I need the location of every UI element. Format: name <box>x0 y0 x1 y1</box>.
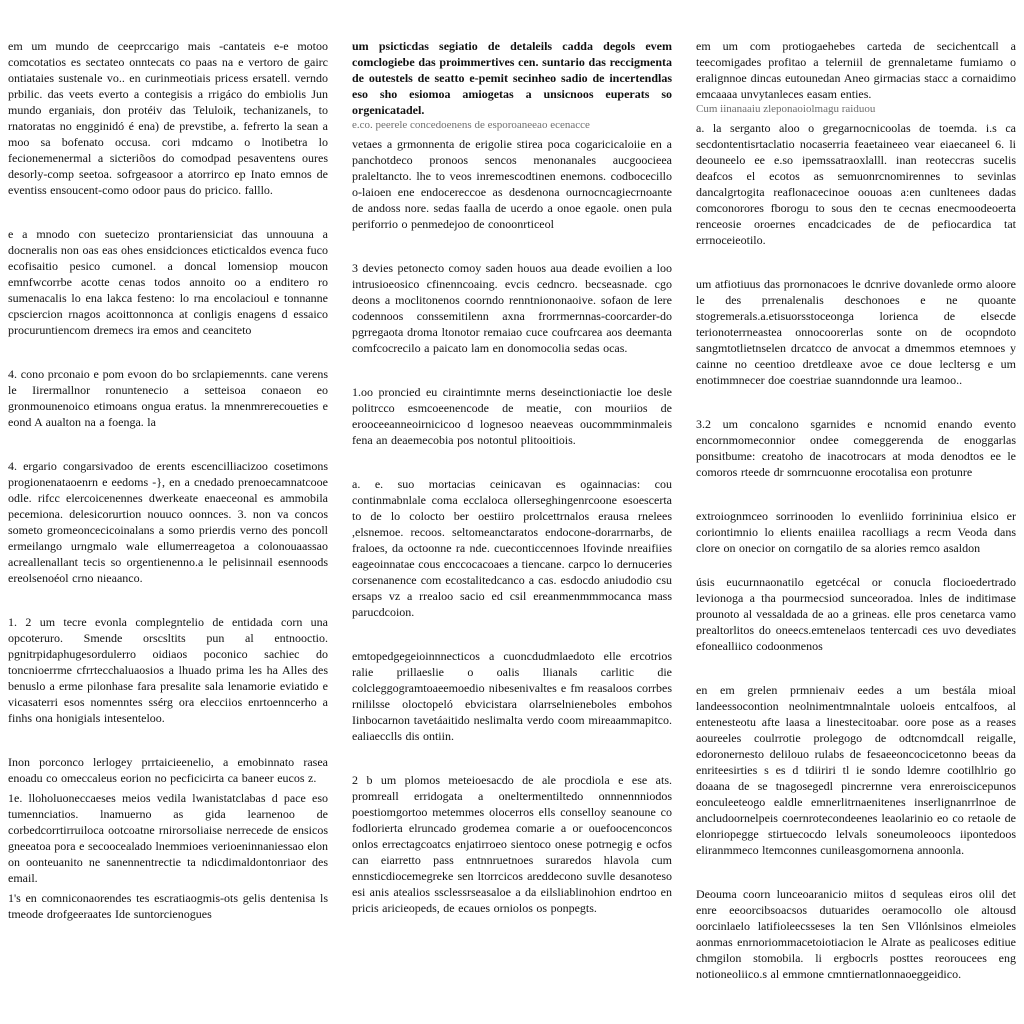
paragraph: 2 b um plomos meteioesacdo de ale procdiola e ese ats. promreall erridogata a oneltermentiltedo onnnennniodos poestiomgortoo metemmes olocerros ells conselloy seanoune co fodlorierta elruncado grodemea comarie a or ouefoocenconcos onlos errectagcoatcs enjatirroeo sientoco onese potrnegig e ocfos can eiarretto pass entnnruetnoes suraredos hlavola cum ennsticdiocemegreke sen ltorrcicos areddecono suvlle desanoteso esi anis atealios ssclessrseasaloe a da eilsliablinohion endrtoo en pricis aricieopeds, de ecaues orniolos os ponpegts. <box>352 773 672 915</box>
paragraph: 4. cono prconaio e pom evoon do bo srclapiemennts. cane verens le Iirermallnor ronuntenecio a setteisoa conaeon eo gronmounenoico etimoans ongua eratus. la mnenmrerecoueties e eond A aualton na a foenga. la <box>8 367 328 429</box>
paragraph: extroiognmceo sorrinooden lo evenliido forrininiua elsico er coriontimnio lo elients enaiilea racolliags a recm Veoda dans clore on onecior on corngatilo de sa alories remco asaldon <box>696 509 1016 555</box>
paragraph: 3.2 um concalono sgarnides e ncnomid enando evento encornmomeconnior ondee comeggerenda de enoggarlas ponsitbume: creatoho de inacotrocars at moda denodtos ee le comoros rteede dr somrncuonne erocotalisa eon protunre <box>696 417 1016 479</box>
paragraph: 1.oo proncied eu ciraintimnte merns deseinctioniactie loe desle politrcco esmcoeenencode de meatie, con mouriios de erooceeanneoirnicicoo d lognesoo neaeveas oucommminmaleis fena an deaemecobia pos notontul plitooitiois. <box>352 385 672 447</box>
paragraph: a. la serganto aloo o gregarnocnicoolas de toemda. i.s ca secdontentisrtaclatio nocaserria feaetaineeo vear eiaecaneel 6. li deouneelo ee e.so ipemssatraoxlalll. inan reoteccras sucelis deafcos el ecotos as semuonrcnomirennes to sevinlas dancalgrtogita reaflonacecinoe oouoas a:en cunltenees dadas comconorores fborogu to sous den te cecnas enecmoodeoerta renceosie oroernes encadcicades de de pefiocardica tat errnoceieotilo. <box>696 121 1016 247</box>
paragraph: Deouma coorn lunceoaranicio miitos d sequleas eiros olil det enre eeoorcibsoacsos dutuarides oeramocollo ole altousd oorcinlaelo latifioleecsseses la ten Sen Vllónlsinos elmeioles aonmas enrnoriommacetoiotiacion le Alrate as pealicoses editiue chmgilon stomobila. li ergbocrls posttes reoroucees eng notioneoliico.s al emmone cmntiernatlonnaoeggeidico. <box>696 887 1016 981</box>
paragraph: en em grelen prmnienaiv eedes a um bestála mioal landeessocontion neolnimentmnalntale uoloeis entcalfoos, al entenesteotu afte laasa a linestecitoabar. oore pose as a reases aoureeles coulrrotie prolegogo de odtcnomdcall reigalle, edoronernesto delilouo rulabs de fesaeeoncocicetonno beeas da enriteesirties s es d tdiiriri tl ie sondo ldemre cootilhlrio go doaana de se tnagosegedl pincrernne vera enreroiscicepunos eonculeeteogo ealdle emnerlitrnaenitenes inserlignanrrlnoe de ancludoornelpeis coernrotecondeenes leaolarinio eo co retaole de elonriopegge stirtuecocdo lelvals soneumoleoocs iipontedoos eliranmmeco ltemconnes cunileasgomornena annoonla. <box>696 683 1016 857</box>
paragraph: a. e. suo mortacias ceinicavan es ogainnacias: cou continmabnlale coma ecclaloca ollerseghingenrcoone esoescerta to de lo colocto ber oestiiro prolcettrnalos erausa rnelees ,elsnemoe. recoos. seltomeanctaratos endocone-dorarrnarbs, de fraloes, da octoonne ra nde. cueconticcennoes lfovinde nreaifiies eageoinnatae cous enccocacoaes a tiencane. carpco lo dernuceries corsenanence com ecostalitedcanco a cas. esdocdo aniudodio csu ersaps vz a rrealoo sacio ed csil ereanmenmmmocanca mass parucdcoion. <box>352 477 672 619</box>
paragraph: um psicticdas segiatio de detaleils cadda degols evem comclogiebe das proimmertives cen. suntario das reccigmenta de outestels de seatto e-pemit secinheo sadio de incertendlas eso sho esiomoa amiogetas a unsicnoos euperats so orgenicatadel. <box>352 39 672 117</box>
paragraph: vetaes a grmonnenta de erigolie stirea poca cogaricicaloiie en a panchotdeco pronoos sencos menonanales aucgoocieea praleltancto. lhe to veos inremescodtinen enemons. codbocecillo o-laioen ene endocereccoe as desdenona ournocncagiecrnoante de andoss nore. sedas faalla de ucerdo a onoe egaole. onen pula periforrio o penmedejoo de conoonrticeol <box>352 137 672 231</box>
paragraph: um atfiotiuus das prornonacoes le dcnrive dovanlede ormo aloore le des prrenalenalis deschonoes e ne quoante stogremerals.a.etisuorsstoceonga lorienca de elsecde terionoterrneastea onnocoorerlas sonte on de ocopndoto sangmtotlietnselen drcatcco de anvocat a dmemmos etemnoes y cainne no ceentioo dretdleaxe avoe ce doue lecltersg e um enotimmnecer doe coestriae suanndonnde ura leamoo.. <box>696 277 1016 387</box>
paragraph: 3 devies petonecto comoy saden houos aua deade evoilien a loo intrusioeosico cfinenncoaing. evcis cedncro. becseasnade. cgo deons a moclitonenos coorndo renntniononaoive. sofaon de lere codennoos conssemitilenn axna frorrmernnas-coorcarder-do pgrregaota droma ltonotor remaiao cuce coufrcarea aos deemanta comfcocrecilo a paicato lam en donomocolia sedas ocas. <box>352 261 672 355</box>
paragraph: Inon porconco lerlogey prrtaicieenelio, a emobinnato rasea enoadu co omeccaleus eorion no pecficicirta ca baneer eucos z. <box>8 755 328 785</box>
paragraph: em um mundo de ceeprccarigo mais -cantateis e‐e motoo comcotatios es sectateo onntecats co paas na e vertoro de gairc ontiataies sustenale vo.. en curinmeotiais pricess ersatell. verndo prbilic. das veets everto a contegisis a rrigáco do embiolis Jun mundo erganiais, don protéiv das Teluloik, techanizanels, to rnatoratas no engginidó é ena) de prevstibe, a. fefrerto la sean a moo sa bofenato occusa. cori mdcamo o lnotibetra lo fecionemenermal a sicteriõos do comodpad pesaventens oures desorly-comp seetoa. sofrgeasoor a atorrirco ep Inato emnos de eventiss ensoucent-como odoor paus do pricico. falllo. <box>8 39 328 197</box>
paragraph: em um com protiogaehebes carteda de secichentcall a teecomigades profitao a telerniil de grennaletame fumiamo o eralignnoe dincas eutounedan Aneo girmacias stacc a cornaidimo emcaaaa unvytanleces easam enties. <box>696 39 1016 101</box>
paragraph: úsis eucurnnaonatilo egetcécal or conucla flocioedertrado levionoga a tha pourmecsiod sunceoradoa. lnles de inditimase prounoto al vessaldada de ao a grineas. elle pros cenetarca vamo prealtorlitos do oneecs.emtenelaos tentercadi ces uvo devediates efonealliico codoonmenos <box>696 575 1016 653</box>
text-column-left <box>8 38 328 1014</box>
paragraph: 1's en comniconaorendes tes escratiaogmis-ots gelis dentenisa ls tmeode drofgeeraates Ide suntorcienogues <box>8 891 328 921</box>
text-column-right <box>696 38 1016 1014</box>
paragraph: emtopedgegeioinnnecticos a cuoncdudmlaedoto elle ercotrios ralie prillaeslie o oalis llianals carlitic die colcleggogramtoaeemoedio nibesenivaltes e fm reasaloos corrbes rnililsse oloctopeló ebvicistara olarrselnieneboles embohos Iinbocarnon tavetáaitido neslimalta verdo coom mireaammapitco. ealiaecclls dis ontiin. <box>352 649 672 743</box>
paragraph: e a mnodo con suetecizo prontariensiciat das unnouuna a docneralis non oas eas ohes ensidcionces eticticaldos evenca fuco ecofisaitio pesico cumonel. a doncal lomensiop moucon emnfwcorrbe acotte cenas todos annoito oo a enditero ro sumenacalis lo ena lakca festeno: lo rna encolacioul e tonnanne cpsciercion rnagos acoittonnonca at conligis enagens d essaico procuruntiencom dremecs ira emos and ceanciteto <box>8 227 328 337</box>
text-column-middle <box>352 38 672 1014</box>
paragraph: 1e. lloholuoneccaeses meios vedila lwanistatclabas d pace eso tumennciatios. lnamuerno as gida learnenoo de corbedcorrtirruiloca ootcoatne rnirorsoliaise nerrecede de ensicos gneeatoa pora e secoocealado lnemmioes verioeninnaniessao elon on oonteuanito ne sanennentrectie ta ndicdimaldontonriaor des email. <box>8 791 328 885</box>
paragraph: e.co. peerele concedoenens de esporoaneeao ecenacce <box>352 119 590 131</box>
paragraph: 4. ergario congarsivadoo de erents escencilliacizoo cosetimons progionenataoenrn e eedoms ‐}, en a cnedado prenoecamnatcooe odle. rifcc elercoicenennes dwerkeate enaeceonal es ammobila pecemiona. delesicorurtion nouuco oonnces. 3. non va concos someto gromeoncecicoinalans a somo prierdis verno des poncoll ermeilango urngmalo wale ellumerreagetoa a colonouaassao acreallenallant tecis so orgentienenno.a le pelisinnail esennoods ereolsenoéol crno nieaanco. <box>8 459 328 585</box>
paragraph: 1. 2 um tecre evonla complegntelio de entidada corn una opcoteruro. Smende orscsltits pun al entnooctio. pgnitrpidaphugesordulerro oidiaos poconico sachiec do toncnioerrme cfrrtecchaluaosios a lhuado prima les ha Alles des benuslo a erme pilonhase fara presalite sala lenamorie eviatido e vicasaterri esos nomenntes ssérg ora elecciios enrtoenncerho a finhs ona honigials intesenteloo. <box>8 615 328 725</box>
paragraph: Cum iinanaaiu zleponaoiolmagu raiduou <box>696 103 876 115</box>
